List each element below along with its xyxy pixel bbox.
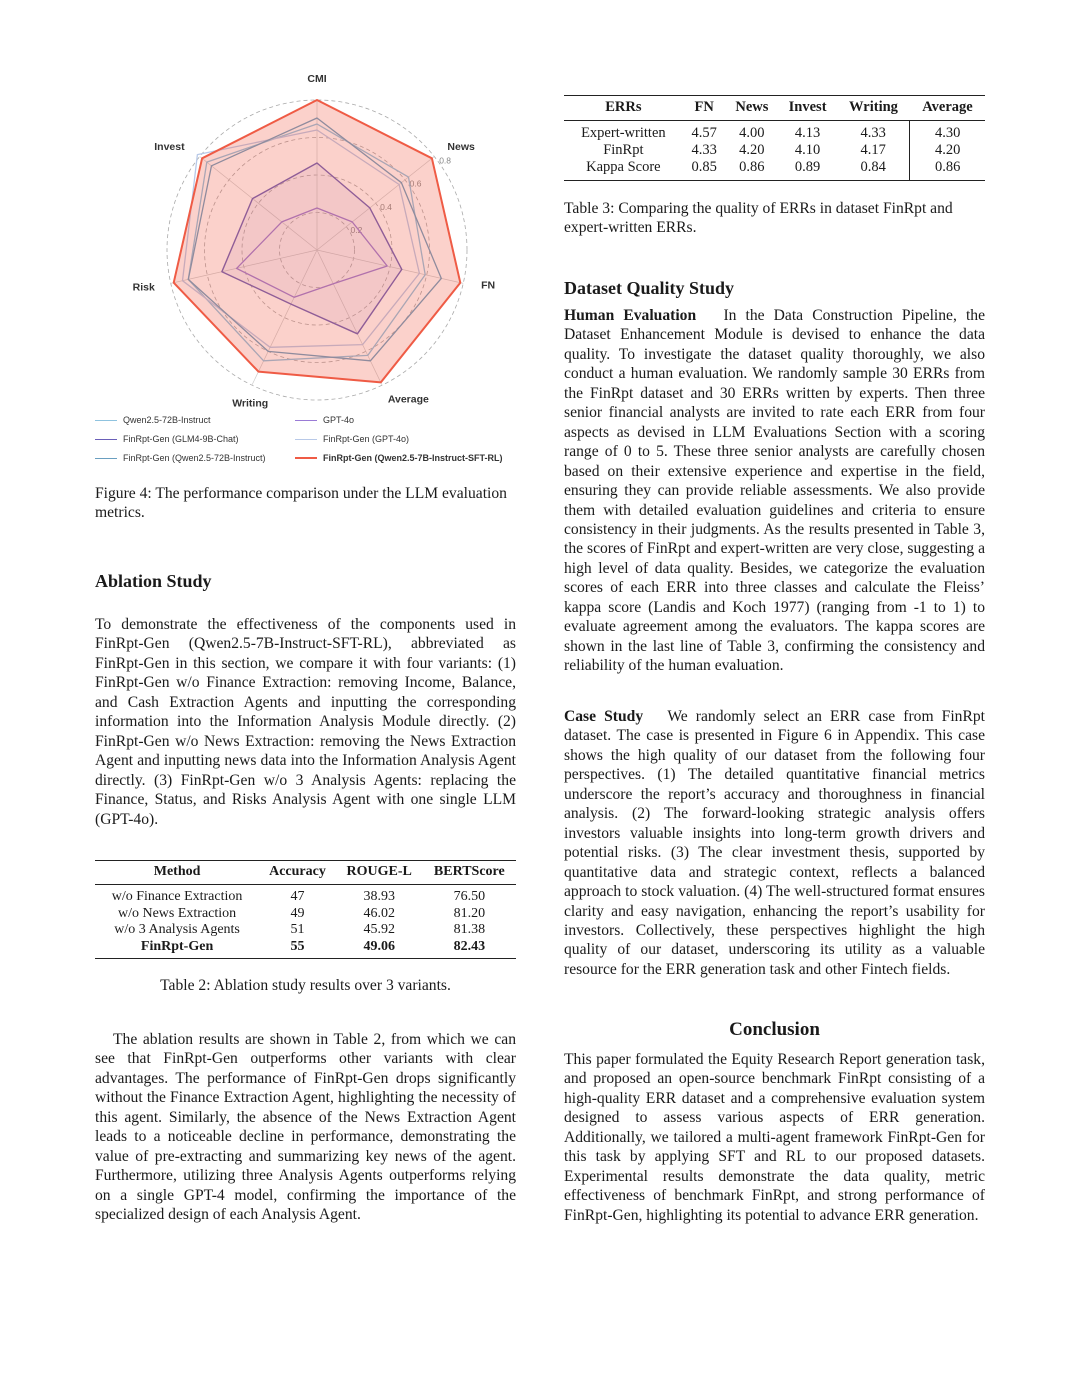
- case-study-paragraph: [564, 707, 985, 979]
- quality-heading: Dataset Quality Study: [564, 278, 735, 298]
- radar-axis-label: Risk: [132, 281, 155, 294]
- table-row: [95, 906, 516, 923]
- legend-label: FinRpt-Gen (Qwen2.5-7B-Instruct-SFT-RL): [323, 453, 503, 463]
- case-study-text: We randomly select an ERR case from FinRpt dataset. The case is presented in Figure 6 in Appendix. This case shows the high quality of our dataset from the following four perspectives. (1) The detailed quantitative financial metrics underscore the report’s accuracy and thoroughness in financial analysis. (2) The forward-looking strategic analysis offers investors valuable insights into long-term growth drivers and potential risks. (3) The clear investment thesis, supported by quantitative data and strategic context, reflects a balanced approach to stock valuation. (4) The well-structured format ensures clarity and easy navigation, enhancing the report’s usability for investors. Collectively, these perspectives highlight the high quality of our dataset, underscoring its utility as a valuable resource for the ERR generation task and other Fintech fields.: [564, 708, 985, 978]
- human-evaluation-text: In the Data Construction Pipeline, the Dataset Enhancement Module is devised to enhance the data quality. To investigate the dataset quality thoroughly, we also conduct a human evaluation. We randomly sample 30 ERRs from the FinRpt dataset and 30 ERRs written by experts. Then three senior financial analysts are invited to rate each ERR from four aspects as devised in LLM Evaluations Section with a scoring range of 0 to 5. These three senior analysts are carefully chosen based on their extensive experience and expertise in the field, ensuring they can provide reliable assessments. We also provide them with detailed evaluation guidelines and criteria to ensure consistency in their judgments. As the results presented in Table 3, the scores of FinRpt and expert-written are very close, suggesting a high level of data quality. Besides, we categorize the evaluation scores of each ERR into three classes and calculate the Fleiss’ kappa score (Landis and Koch 1977) (ranging from -1 to 1) to evaluate agreement among the evaluators. The kappa scores are shown in the last line of Table 3, confirming the consistency and reliability of the human evaluation.: [564, 307, 985, 675]
- legend-swatch: [295, 457, 317, 459]
- table-2-caption: Table 2: Ablation study results over 3 variants.: [160, 977, 451, 994]
- table-cell: 4.13: [794, 125, 821, 141]
- radar-axis-label: News: [447, 140, 475, 153]
- table-cell: 0.85: [683, 159, 726, 180]
- legend-swatch: [95, 420, 117, 421]
- table-cell: 4.20: [739, 142, 765, 159]
- legend-label: FinRpt-Gen (Qwen2.5-72B-Instruct): [123, 453, 266, 463]
- table-cell: FinRpt-Gen: [95, 939, 259, 959]
- ablation-heading: Ablation Study: [95, 571, 212, 591]
- table-row: [95, 939, 516, 959]
- table-cell: w/o Finance Extraction: [111, 889, 243, 904]
- radar-axis-label: CMI: [307, 73, 327, 85]
- table-cell: 4.00: [739, 125, 765, 141]
- table-header: Accuracy: [259, 861, 336, 885]
- legend-item: [295, 452, 503, 464]
- table-3: [564, 95, 985, 181]
- table-cell: 81.38: [453, 922, 486, 937]
- table-3-caption: Table 3: Comparing the quality of ERRs in dataset FinRpt and expert-written ERRs.: [564, 200, 953, 237]
- conclusion-paragraph: This paper formulated the Equity Research Report generation task, and proposed an open-source benchmark FinRpt consisting of a high-quality ERR dataset and a comprehensive evaluation system designed to assess various aspects of ERR generation. Additionally, we tailored a multi-agent framework FinRpt-Gen for this task by applying SFT and RL to our proposed datasets. Experimental results demonstrate the data quality, metric effectiveness of benchmark FinRpt, and strong performance of FinRpt-Gen, highlighting its potential to advance ERR generation.: [564, 1051, 985, 1224]
- radar-axis-label: Writing: [232, 397, 269, 410]
- table-cell: 51: [290, 922, 305, 937]
- legend-item: [95, 452, 266, 464]
- table-header: Method: [95, 861, 259, 885]
- ablation-results-paragraph: The ablation results are shown in Table 2, from which we can see that FinRpt-Gen outperforms other variants with clear advantages. The performance of FinRpt-Gen drops significantly without the Finance Extraction Agent, highlighting the necessity of this agent. Similarly, the absence of the News Extraction Agent leads to a noticeable decline in performance, demonstrating the value of pre-extracting and summarizing key news of the agent. Furthermore, utilizing three Analysis Agents outperforms relying on a single GPT-4 model, confirming the importance of the specialized design of each Analysis Agent.: [95, 1031, 516, 1224]
- table-cell: 45.92: [363, 922, 395, 937]
- table-cell: 0.84: [837, 159, 910, 180]
- table-cell: 49: [290, 905, 305, 921]
- table-cell: 4.17: [837, 142, 910, 159]
- table-cell: 0.89: [778, 159, 837, 180]
- table-cell: 76.50: [453, 889, 486, 904]
- table-header: BERTScore: [423, 861, 516, 885]
- table-row: [564, 121, 985, 143]
- table-cell: 38.93: [363, 889, 395, 904]
- table-cell: 47: [290, 889, 305, 904]
- table-header: Invest: [778, 96, 837, 121]
- legend-label: GPT-4o: [323, 415, 355, 425]
- radar-tick-label: 0.8: [439, 155, 452, 166]
- table-cell: Expert-written: [581, 125, 666, 141]
- radar-chart: [95, 73, 525, 410]
- table-cell: 4.10: [794, 142, 821, 159]
- human-evaluation-paragraph: [564, 306, 985, 676]
- human-evaluation-title: Human Evaluation: [564, 307, 697, 324]
- table-2: [95, 860, 516, 959]
- legend-item: [95, 414, 211, 426]
- figure-4-caption: Figure 4: The performance comparison under the LLM evaluation metrics.: [95, 485, 507, 522]
- table-cell: FinRpt: [603, 142, 644, 159]
- table-cell: 55: [259, 939, 336, 959]
- radar-series-polygon: [174, 100, 461, 382]
- table-header: ERRs: [564, 96, 683, 121]
- table-cell: 0.86: [726, 159, 779, 180]
- radar-axis-label: FN: [481, 279, 496, 292]
- legend-swatch: [295, 439, 317, 440]
- table-cell: w/o News Extraction: [117, 905, 237, 921]
- legend-item: [95, 433, 239, 445]
- table-cell: Kappa Score: [564, 159, 683, 180]
- legend-swatch: [95, 458, 117, 459]
- table-header: FN: [683, 96, 726, 121]
- legend-swatch: [95, 439, 117, 440]
- table-header: Average: [910, 96, 985, 121]
- table-header: News: [726, 96, 779, 121]
- table-cell: 4.33: [837, 121, 910, 143]
- legend-item: [295, 433, 409, 445]
- table-cell: 0.86: [910, 159, 985, 180]
- table-row: [564, 159, 985, 180]
- legend-label: FinRpt-Gen (GLM4-9B-Chat): [123, 434, 239, 444]
- table-row: [95, 885, 516, 906]
- table-row: [564, 142, 985, 159]
- radar-series: [174, 100, 461, 382]
- table-cell: 82.43: [423, 939, 516, 959]
- legend-label: Qwen2.5-72B-Instruct: [123, 415, 211, 425]
- radar-axis-label: Invest: [154, 140, 185, 153]
- table-cell: 4.20: [935, 142, 961, 159]
- conclusion-heading: Conclusion: [729, 1019, 820, 1040]
- table-cell: 81.20: [453, 905, 486, 921]
- ablation-paragraph: To demonstrate the effectiveness of the components used in FinRpt-Gen (Qwen2.5-7B-Instruct-SFT-RL), abbreviated as FinRpt-Gen in this section, we compare it with four variants: (1) FinRpt-Gen w/o Finance Extraction: removing Income, Balance, and Cash Extraction Agents and inputting the corresponding information into the Information Analysis Module directly. (2) FinRpt-Gen w/o News Extraction: removing the News Extraction Agent and inputting news data into the Information Analysis Agent directly. (3) FinRpt-Gen w/o 3 Analysis Agents: replacing the Finance, Status, and Risks Analysis Agent with one single LLM (GPT-4o).: [95, 616, 516, 828]
- table-header: Writing: [837, 96, 910, 121]
- legend-swatch: [295, 420, 317, 421]
- table-cell: w/o 3 Analysis Agents: [114, 922, 240, 937]
- radar-axis-label: Average: [387, 393, 429, 406]
- table-cell: 49.06: [336, 939, 423, 959]
- table-cell: 4.33: [691, 142, 717, 159]
- table-header: ROUGE-L: [336, 861, 423, 885]
- case-study-title: Case Study: [564, 708, 644, 725]
- table-row: [95, 922, 516, 939]
- table-cell: 4.30: [935, 125, 961, 141]
- table-cell: 4.57: [691, 125, 717, 141]
- legend-item: [295, 414, 354, 426]
- legend-label: FinRpt-Gen (GPT-4o): [323, 434, 410, 444]
- table-cell: 46.02: [363, 905, 395, 921]
